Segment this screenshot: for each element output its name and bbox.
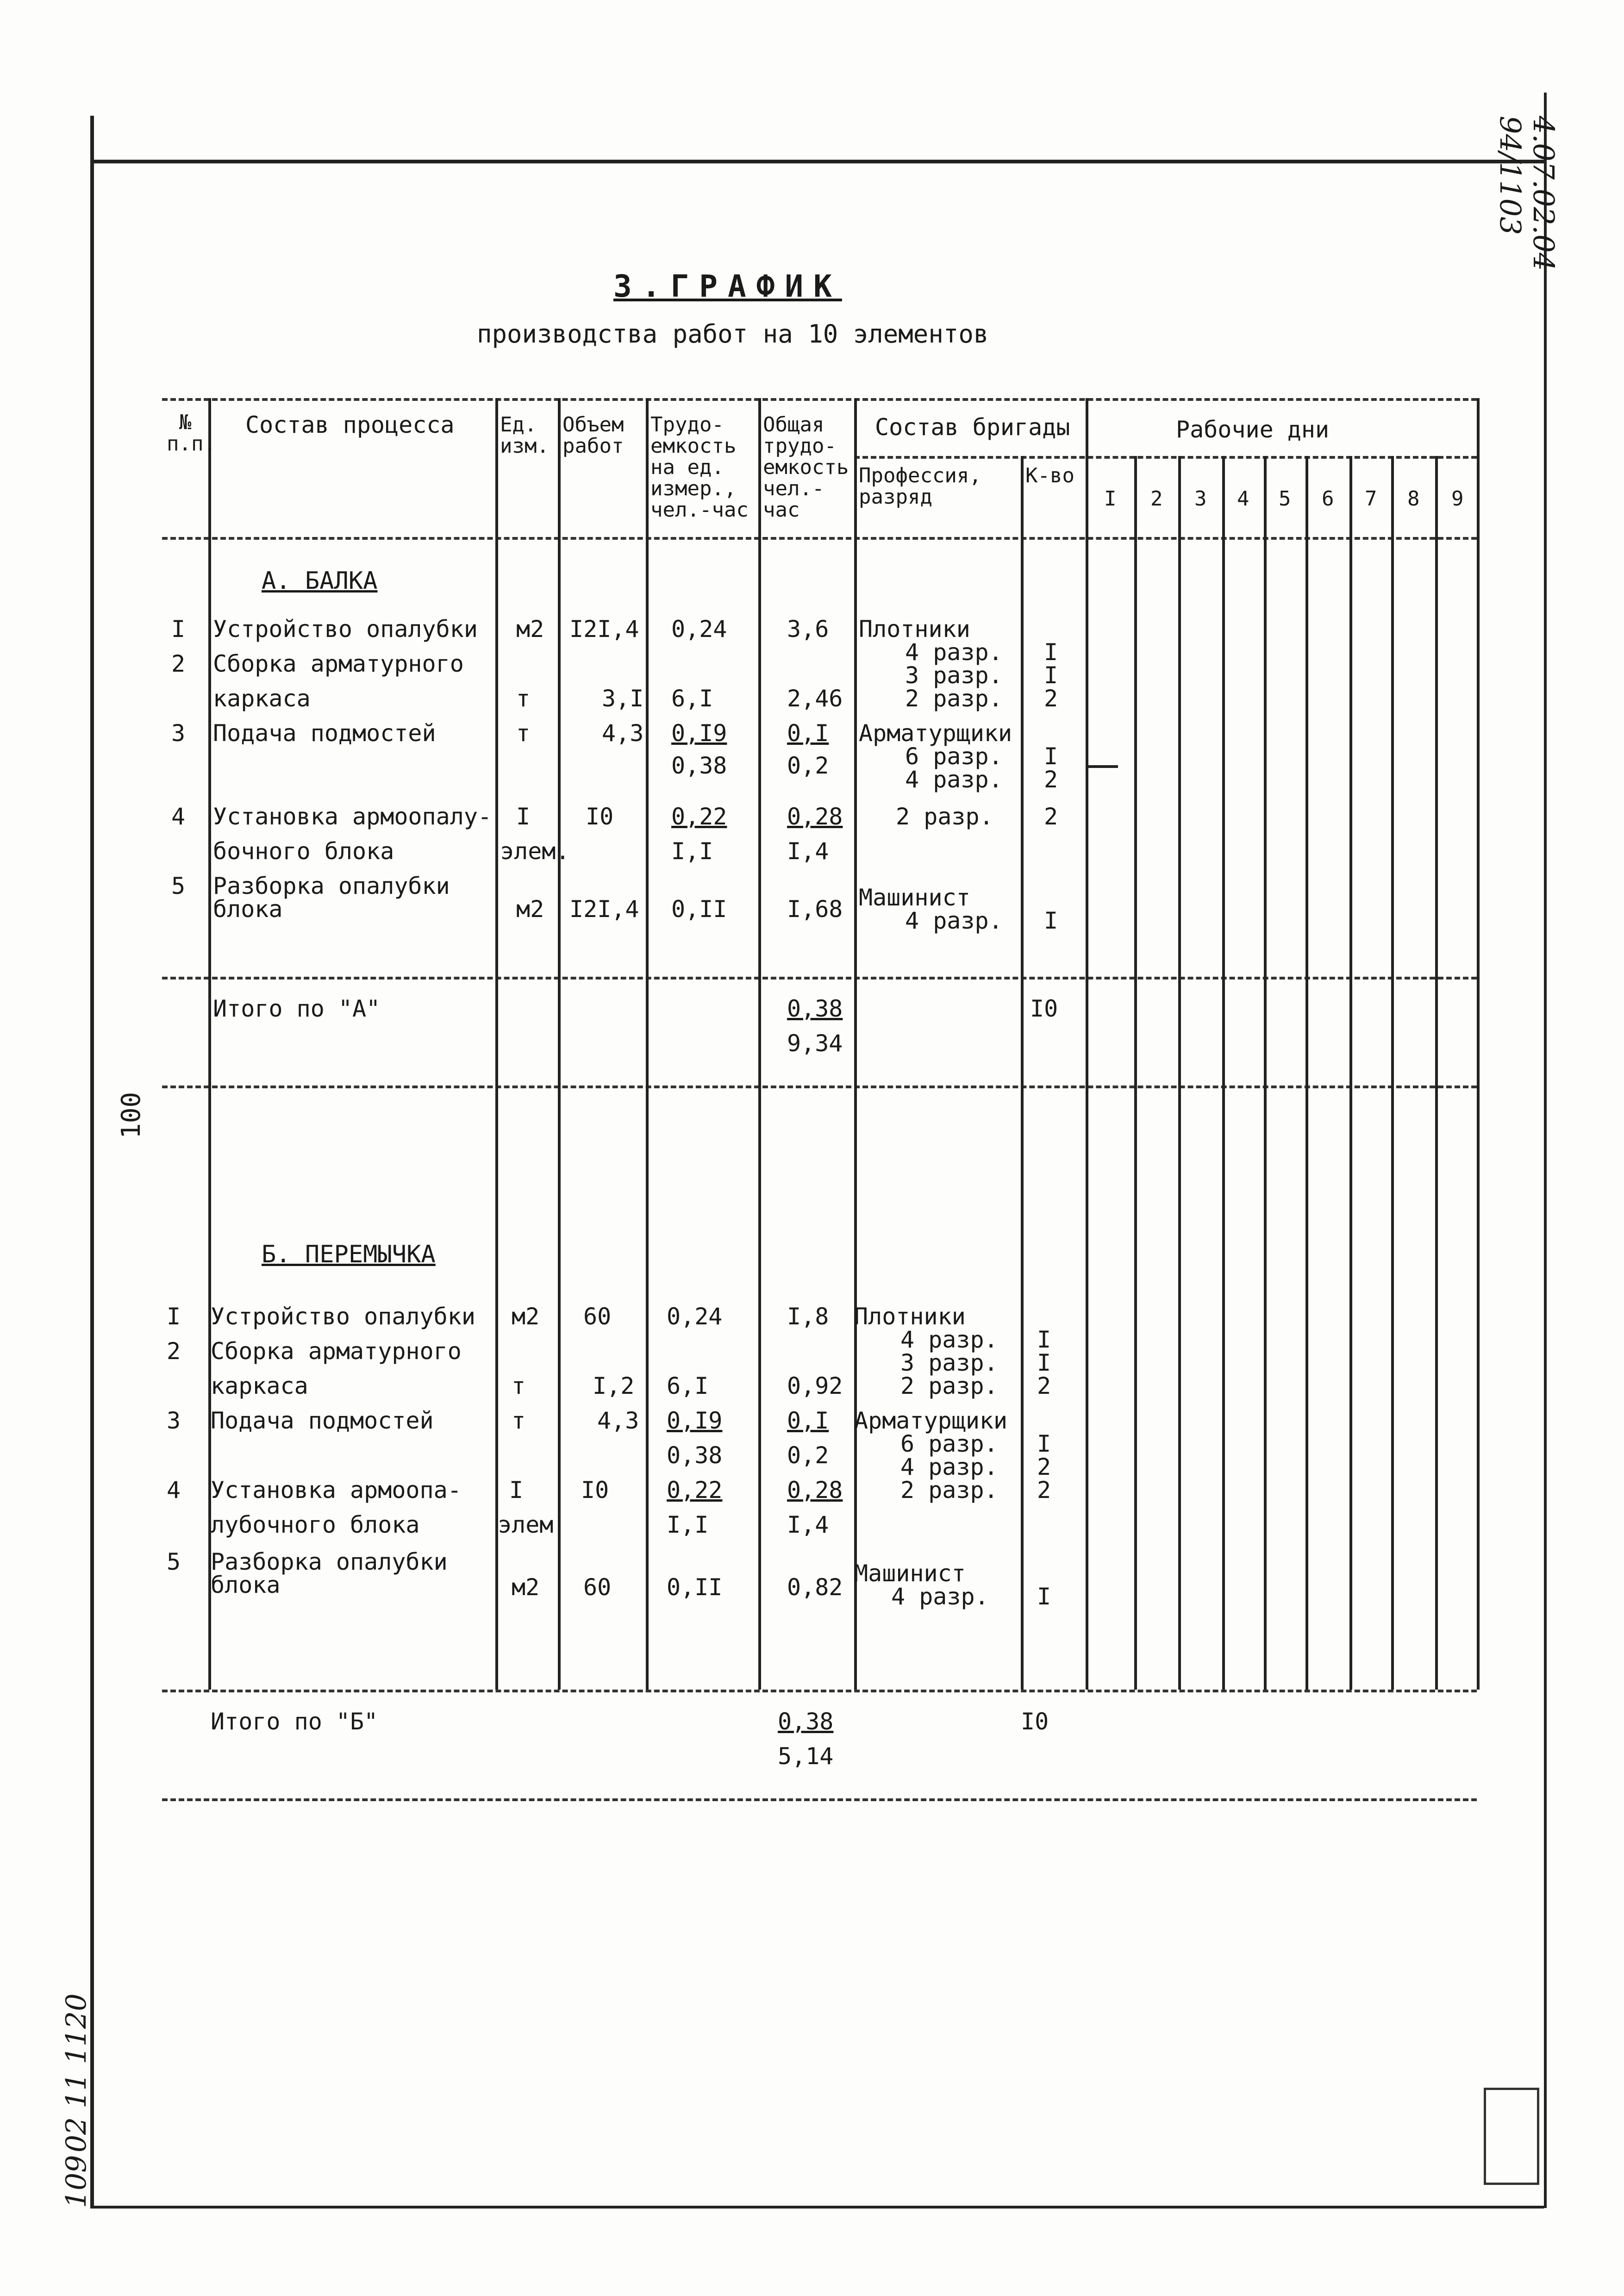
brigade-count: I bbox=[1044, 662, 1058, 689]
brigade-profession: 3 разр. bbox=[905, 662, 1003, 689]
table-row-volume: 4,3 bbox=[597, 1407, 639, 1434]
brigade-count: 2 bbox=[1037, 1454, 1051, 1480]
col-line-right bbox=[1477, 398, 1480, 1690]
table-row-labor-unit-2: 0,38 bbox=[667, 1442, 723, 1469]
table-row-labor-total: 0,28 bbox=[787, 803, 843, 830]
brigade-count: I bbox=[1044, 639, 1058, 666]
table-row-num: 2 bbox=[171, 650, 186, 677]
table-row-labor-unit: 0,22 bbox=[671, 803, 727, 830]
col-line-day-4 bbox=[1222, 456, 1225, 1690]
header-unit: Ед. изм. bbox=[500, 413, 549, 458]
table-row-process-cont: блока bbox=[213, 896, 283, 923]
table-row-volume: I0 bbox=[586, 803, 614, 830]
table-row-labor-total: 0,92 bbox=[787, 1373, 843, 1399]
section-a-total-label: Итого по "А" bbox=[213, 995, 381, 1022]
table-row-unit: м2 bbox=[512, 1574, 540, 1601]
brigade-count: I bbox=[1037, 1430, 1051, 1457]
col-line-day-8 bbox=[1391, 456, 1394, 1690]
table-row-unit: м2 bbox=[512, 1303, 540, 1330]
brigade-profession: 4 разр. bbox=[891, 1583, 989, 1610]
col-line-day-7 bbox=[1349, 456, 1352, 1690]
side-code-line2: 94/1103 bbox=[1493, 116, 1527, 235]
day-9: 9 bbox=[1451, 487, 1464, 511]
table-row-volume: I2I,4 bbox=[569, 616, 639, 643]
frame-bottom-line bbox=[90, 2206, 1544, 2209]
table-row-labor-unit: 0,22 bbox=[667, 1477, 723, 1504]
day-4: 4 bbox=[1237, 487, 1249, 511]
table-row-labor-unit-2: I,I bbox=[671, 838, 713, 865]
day-6: 6 bbox=[1322, 487, 1334, 511]
brigade-profession: Арматурщики bbox=[854, 1407, 1008, 1434]
table-row-process: Сборка арматурного bbox=[213, 650, 464, 677]
brigade-profession: 4 разр. bbox=[905, 639, 1003, 666]
brigade-header-divider bbox=[854, 456, 1477, 459]
brigade-count: 2 bbox=[1044, 803, 1058, 830]
brigade-count: 2 bbox=[1037, 1477, 1051, 1504]
col-line-volume bbox=[558, 398, 561, 1690]
table-row-num: 4 bbox=[167, 1477, 181, 1504]
table-row-num: 2 bbox=[167, 1338, 181, 1365]
table-row-labor-unit: 0,24 bbox=[667, 1303, 723, 1330]
table-row-labor-total: 0,I bbox=[787, 720, 829, 747]
table-row-labor-total: 0,82 bbox=[787, 1574, 843, 1601]
brigade-profession: Арматурщики bbox=[859, 720, 1012, 747]
section-b-total-top: 0,38 bbox=[778, 1708, 834, 1735]
corner-stamp bbox=[1484, 2088, 1539, 2185]
brigade-profession: 4 разр. bbox=[905, 907, 1003, 934]
table-row-volume: I2I,4 bbox=[569, 896, 639, 923]
table-row-unit: I bbox=[509, 1477, 524, 1504]
table-row-num: 3 bbox=[167, 1407, 181, 1434]
table-row-unit: т bbox=[516, 720, 531, 747]
section-a-total-bottom: 9,34 bbox=[787, 1030, 843, 1057]
brigade-profession: Машинист bbox=[859, 884, 970, 911]
table-row-volume: I0 bbox=[581, 1477, 609, 1504]
table-row-process: Установка армоопалу- bbox=[213, 803, 492, 830]
day-2: 2 bbox=[1150, 487, 1163, 511]
table-row-process: Устройство опалубки bbox=[213, 616, 478, 643]
header-labor-unit: Трудо-емкость на ед. измер., чел.-час bbox=[650, 413, 749, 522]
table-row-labor-total: 0,28 bbox=[787, 1477, 843, 1504]
left-margin-number: 100 bbox=[116, 1092, 146, 1139]
table-row-unit: т bbox=[516, 685, 531, 712]
table-row-process-cont: каркаса bbox=[211, 1373, 308, 1399]
bottom-left-code2: 109 bbox=[60, 2155, 93, 2208]
table-row-num: I bbox=[171, 616, 186, 643]
col-line-day-9 bbox=[1435, 456, 1438, 1690]
side-code bbox=[1493, 116, 1560, 271]
brigade-profession: 4 разр. bbox=[900, 1326, 998, 1353]
col-line-brigade bbox=[854, 398, 857, 1690]
table-row-num: 5 bbox=[167, 1548, 181, 1575]
side-code-line1: 4.07.02.04 bbox=[1527, 116, 1561, 271]
table-row-num: I bbox=[167, 1303, 181, 1330]
section-b-title: Б. ПЕРЕМЫЧКА bbox=[262, 1241, 436, 1268]
header-bottom-border bbox=[162, 537, 1477, 540]
table-row-labor-total: 2,46 bbox=[787, 685, 843, 712]
col-line-day-6 bbox=[1305, 456, 1308, 1690]
table-row-process: Подача подмостей bbox=[213, 720, 436, 747]
header-process: Состав процесса bbox=[245, 412, 455, 438]
table-row-process: Сборка арматурного bbox=[211, 1338, 462, 1365]
table-row-labor-unit-2: I,I bbox=[667, 1511, 709, 1538]
brigade-count: I bbox=[1044, 907, 1058, 934]
brigade-profession: 4 разр. bbox=[905, 766, 1003, 793]
table-row-num: 5 bbox=[171, 873, 186, 899]
table-row-labor-unit: 6,I bbox=[671, 685, 713, 712]
brigade-profession: 6 разр. bbox=[900, 1430, 998, 1457]
table-row-labor-total-2: 0,2 bbox=[787, 752, 829, 779]
day-7: 7 bbox=[1365, 487, 1377, 511]
brigade-profession: 2 разр. bbox=[905, 685, 1003, 712]
table-row-process: Подача подмостей bbox=[211, 1407, 434, 1434]
frame-top-line bbox=[90, 160, 1544, 163]
brigade-count: I bbox=[1037, 1349, 1051, 1376]
table-row-volume: 4,3 bbox=[602, 720, 644, 747]
brigade-profession: 2 разр. bbox=[896, 803, 993, 830]
section-b-total-count: I0 bbox=[1021, 1708, 1049, 1735]
table-row-num: 3 bbox=[171, 720, 186, 747]
brigade-count: 2 bbox=[1037, 1373, 1051, 1399]
col-line-day-5 bbox=[1264, 456, 1267, 1690]
table-row-volume: I,2 bbox=[593, 1373, 635, 1399]
table-row-process-cont: бочного блока bbox=[213, 838, 394, 865]
brigade-profession: Плотники bbox=[859, 616, 970, 643]
page-title: 3.ГРАФИК bbox=[613, 268, 842, 304]
table-row-labor-total: I,8 bbox=[787, 1303, 829, 1330]
table-row-labor-total-2: 0,2 bbox=[787, 1442, 829, 1469]
col-line-day-2 bbox=[1134, 456, 1137, 1690]
brigade-profession: 2 разр. bbox=[900, 1373, 998, 1399]
table-row-labor-unit: 0,I9 bbox=[667, 1407, 723, 1434]
table-row-process: Разборка опалубки bbox=[213, 873, 450, 899]
table-row-labor-unit: 0,I9 bbox=[671, 720, 727, 747]
day-5: 5 bbox=[1279, 487, 1291, 511]
brigade-count: 2 bbox=[1044, 685, 1058, 712]
table-row-labor-unit: 0,II bbox=[667, 1574, 723, 1601]
col-line-count bbox=[1021, 456, 1024, 1690]
col-line-days bbox=[1086, 398, 1088, 1690]
table-row-unit-2: элем bbox=[498, 1511, 554, 1538]
table-row-labor-unit: 0,II bbox=[671, 896, 727, 923]
table-row-volume: 60 bbox=[583, 1574, 612, 1601]
header-labor-total: Общая трудо-емкость чел.-час bbox=[763, 413, 849, 522]
header-count: К-во bbox=[1025, 464, 1074, 487]
header-brigade: Состав бригады bbox=[875, 414, 1070, 441]
brigade-count: I bbox=[1037, 1583, 1051, 1610]
table-row-labor-total: 3,6 bbox=[787, 616, 829, 643]
table-row-unit-2: элем. bbox=[500, 838, 570, 865]
bottom-left-code1: 02 11 1120 bbox=[60, 1993, 93, 2152]
brigade-profession: 3 разр. bbox=[900, 1349, 998, 1376]
section-a-total-count: I0 bbox=[1030, 995, 1058, 1022]
frame-left-line bbox=[90, 116, 94, 2208]
table-row-process-cont: лубочного блока bbox=[211, 1511, 420, 1538]
section-a-total-top bbox=[162, 977, 1477, 980]
brigade-profession: Машинист bbox=[854, 1560, 966, 1587]
col-line-labor-unit bbox=[646, 398, 649, 1690]
table-row-process: Установка армоопа- bbox=[211, 1477, 462, 1504]
brigade-profession: 6 разр. bbox=[905, 743, 1003, 770]
brigade-count: I bbox=[1037, 1326, 1051, 1353]
page-subtitle: производства работ на 10 элементов bbox=[477, 319, 989, 349]
section-a-total-bottom bbox=[162, 1086, 1477, 1088]
col-line-unit bbox=[495, 398, 498, 1690]
col-line-day-3 bbox=[1178, 456, 1181, 1690]
table-row-process-cont: блока bbox=[211, 1572, 281, 1598]
table-row-labor-unit-2: 0,38 bbox=[671, 752, 727, 779]
day-3: 3 bbox=[1194, 487, 1207, 511]
table-row-unit: т bbox=[512, 1373, 526, 1399]
table-row-labor-total-2: I,4 bbox=[787, 838, 829, 865]
table-row-labor-total: 0,I bbox=[787, 1407, 829, 1434]
header-profession: Профессия, разряд bbox=[859, 464, 981, 509]
table-row-unit: м2 bbox=[516, 616, 544, 643]
table-row-unit: м2 bbox=[516, 896, 544, 923]
table-row-process-cont: каркаса bbox=[213, 685, 311, 712]
brigade-profession: Плотники bbox=[854, 1303, 966, 1330]
table-row-num: 4 bbox=[171, 803, 186, 830]
gantt-bar bbox=[1086, 765, 1118, 768]
table-row-labor-total-2: I,4 bbox=[787, 1511, 829, 1538]
frame-right-line bbox=[1544, 93, 1547, 2208]
table-top-border bbox=[162, 398, 1477, 401]
brigade-profession: 2 разр. bbox=[900, 1477, 998, 1504]
col-line-labor-total bbox=[758, 398, 761, 1690]
section-a-title: А. БАЛКА bbox=[262, 567, 378, 595]
table-row-unit: I bbox=[516, 803, 531, 830]
section-b-total-label: Итого по "Б" bbox=[211, 1708, 378, 1735]
day-1: I bbox=[1104, 487, 1117, 511]
table-row-labor-total: I,68 bbox=[787, 896, 843, 923]
section-b-total-bottom bbox=[162, 1798, 1477, 1801]
header-work-days: Рабочие дни bbox=[1176, 416, 1330, 443]
table-row-labor-unit: 0,24 bbox=[671, 616, 727, 643]
brigade-count: I bbox=[1044, 743, 1058, 770]
section-a-total-top: 0,38 bbox=[787, 995, 843, 1022]
table-row-unit: т bbox=[512, 1407, 526, 1434]
table-row-process: Разборка опалубки bbox=[211, 1548, 448, 1575]
table-row-process: Устройство опалубки bbox=[211, 1303, 475, 1330]
section-b-total-top bbox=[162, 1690, 1477, 1692]
day-8: 8 bbox=[1407, 487, 1420, 511]
table-row-volume: 60 bbox=[583, 1303, 612, 1330]
table-row-labor-unit: 6,I bbox=[667, 1373, 709, 1399]
header-volume: Объем работ bbox=[562, 413, 624, 458]
brigade-profession: 4 разр. bbox=[900, 1454, 998, 1480]
table-row-volume: 3,I bbox=[602, 685, 644, 712]
header-num: № п.п. bbox=[167, 411, 216, 455]
brigade-count: 2 bbox=[1044, 766, 1058, 793]
section-b-total-bottom: 5,14 bbox=[778, 1743, 834, 1770]
